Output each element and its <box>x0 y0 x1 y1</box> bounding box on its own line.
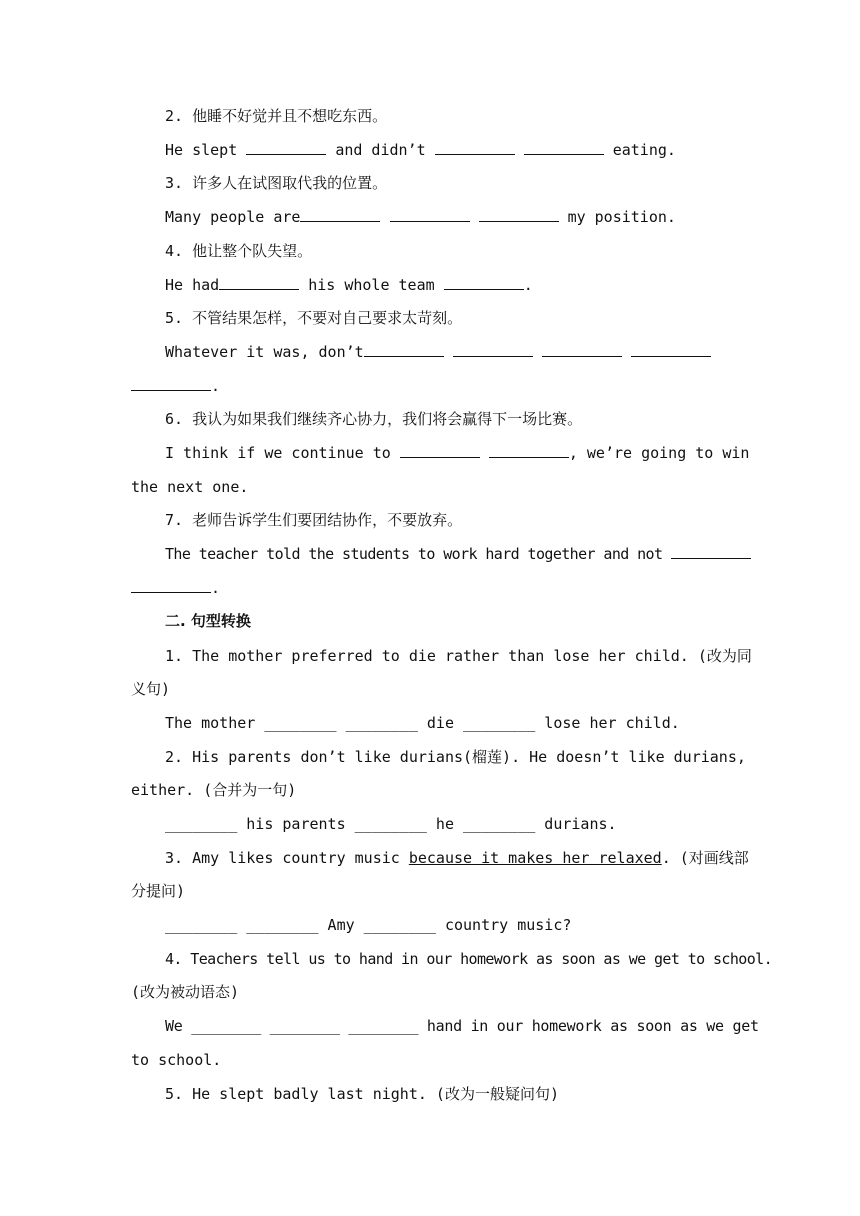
section-heading: 二. 句型转换 <box>165 612 251 630</box>
sentence-2-question: 2. His parents don’t like durians(榴莲). He doesn’t like durians, <box>165 748 746 766</box>
sentence-5-question: 5. He slept badly last night. (改为一般疑问句) <box>165 1085 559 1103</box>
sentence-2-question-cont: either. (合并为一句) <box>131 781 297 799</box>
question-5-chinese: 5. 不管结果怎样，不要对自己要求太苛刻。 <box>165 309 463 327</box>
answer-blank[interactable] <box>453 342 533 357</box>
q3-text-a: Many people are <box>165 208 301 226</box>
sentence-2-answer[interactable]: ________ his parents ________ he ________ durians. <box>165 815 617 833</box>
q4-text-a: He had <box>165 276 220 294</box>
answer-blank[interactable] <box>364 342 444 357</box>
answer-blank[interactable] <box>246 140 326 155</box>
question-7-english <box>0 544 860 564</box>
question-6-english <box>0 443 860 463</box>
question-3-english <box>0 207 860 227</box>
q7-end: . <box>211 579 221 597</box>
answer-blank[interactable] <box>219 275 299 290</box>
answer-blank[interactable] <box>131 578 211 593</box>
question-6-english-cont: the next one. <box>131 478 249 496</box>
sentence-4-question: 4. Teachers tell us to hand in our homework as soon as we get to school. <box>165 950 773 968</box>
answer-blank[interactable] <box>631 342 711 357</box>
q6-text-a: I think if we continue to <box>165 444 391 462</box>
q2-text-c: eating. <box>612 141 676 159</box>
answer-blank[interactable] <box>524 140 604 155</box>
q2-text-a: He slept <box>165 141 238 159</box>
underlined-phrase: because it makes her relaxed <box>408 849 662 867</box>
sentence-1-answer[interactable]: The mother ________ ________ die ________ lose her child. <box>165 714 680 732</box>
answer-blank[interactable] <box>400 443 480 458</box>
question-7-english-cont <box>0 578 860 598</box>
q4-text-c: . <box>523 276 533 294</box>
answer-blank[interactable] <box>489 443 569 458</box>
question-6-chinese: 6. 我认为如果我们继续齐心协力，我们将会赢得下一场比赛。 <box>165 410 583 428</box>
answer-blank[interactable] <box>131 376 211 391</box>
sentence-3-question <box>0 848 860 868</box>
s3-text-pre: 3. Amy likes country music <box>165 849 409 867</box>
question-2-english <box>0 140 860 160</box>
question-5-english <box>0 342 860 362</box>
sentence-1-question: 1. The mother preferred to die rather than lose her child. (改为同 <box>165 647 752 665</box>
question-4-english <box>0 275 860 295</box>
sentence-3-question-cont: 分提问) <box>131 882 186 900</box>
sentence-4-answer-cont: to school. <box>131 1051 222 1069</box>
answer-blank[interactable] <box>390 207 470 222</box>
sentence-4-answer[interactable]: We ________ ________ ________ hand in our homework as soon as we get <box>165 1017 759 1035</box>
q5-text-a: Whatever it was, don’t <box>165 343 364 361</box>
q3-text-b: my position. <box>567 208 676 226</box>
answer-blank[interactable] <box>542 342 622 357</box>
answer-blank[interactable] <box>444 275 524 290</box>
s3-text-post: . (对画线部 <box>661 849 749 867</box>
question-7-chinese: 7. 老师告诉学生们要团结协作，不要放弃。 <box>165 511 463 529</box>
sentence-4-question-cont: (改为被动语态) <box>131 983 240 1001</box>
q5-end: . <box>211 377 221 395</box>
sentence-3-answer[interactable]: ________ ________ Amy ________ country music? <box>165 916 572 934</box>
question-4-chinese: 4. 他让整个队失望。 <box>165 242 313 260</box>
answer-blank[interactable] <box>300 207 380 222</box>
sentence-1-question-cont: 义句) <box>131 680 171 698</box>
answer-blank[interactable] <box>671 544 751 559</box>
question-3-chinese: 3. 许多人在试图取代我的位置。 <box>165 174 388 192</box>
question-5-english-cont <box>0 376 860 396</box>
answer-blank[interactable] <box>435 140 515 155</box>
q7-text-a: The teacher told the students to work hard together and not <box>165 545 663 563</box>
question-2-chinese: 2. 他睡不好觉并且不想吃东西。 <box>165 107 388 125</box>
q4-text-b: his whole team <box>308 276 435 294</box>
answer-blank[interactable] <box>479 207 559 222</box>
q6-text-b: , we’re going to win <box>568 444 750 462</box>
q2-text-b: and didn’t <box>335 141 426 159</box>
